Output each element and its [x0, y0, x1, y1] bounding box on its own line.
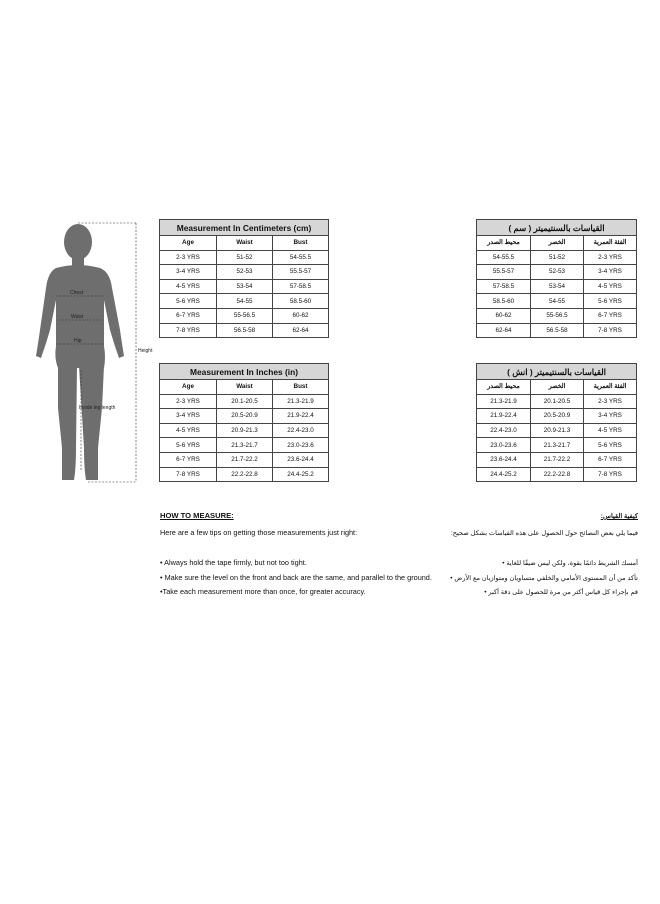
cell: 56.5-58 [217, 323, 273, 338]
cell: 60-62 [477, 308, 531, 323]
table-row [160, 467, 329, 482]
cell: 6-7 YRS [160, 308, 217, 323]
cell: 55-56.5 [531, 308, 584, 323]
inside-leg-label: Inside leg length [79, 405, 116, 411]
table-row [477, 409, 637, 424]
howto-ar-tip-3: قم بإجراء كل قياس أكثر من مرة للحصول على دقة أكبر • [484, 589, 638, 596]
cell: 2-3 YRS [584, 250, 637, 265]
cell: 21.3-21.7 [531, 438, 584, 453]
cell: 24.4-25.2 [273, 467, 329, 482]
cell: 5-6 YRS [584, 438, 637, 453]
cell: 21.7-22.2 [531, 452, 584, 467]
table-row [160, 423, 329, 438]
howto-ar-intro: فيما يلي بعض النصائح حول الحصول على هذه القياسات بشكل صحيح: [450, 530, 638, 537]
cell: 54-55.5 [477, 250, 531, 265]
table-row [160, 279, 329, 294]
howto-heading: HOW TO MEASURE: [160, 511, 234, 520]
cell: 22.2-22.8 [217, 467, 273, 482]
ar-in-header-waist: الخصر [531, 380, 584, 395]
table-row [477, 294, 637, 309]
cell: 58.5-60 [477, 294, 531, 309]
table-row [477, 467, 637, 482]
cm-size-table [159, 219, 329, 338]
table-row [477, 323, 637, 338]
cell: 5-6 YRS [160, 438, 217, 453]
cell: 55.5-57 [273, 265, 329, 280]
howto-ar-tip-1: أمسك الشريط دائمًا بقوة، ولكن ليس ضيقًا للغاية • [502, 560, 638, 567]
in-header-bust: Bust [273, 380, 329, 395]
inches-size-table [159, 363, 329, 482]
table-row [477, 438, 637, 453]
cell: 7-8 YRS [584, 323, 637, 338]
cell: 2-3 YRS [160, 394, 217, 409]
howto-ar-heading: كيفية القياس: [600, 513, 638, 520]
cell: 20.1-20.5 [217, 394, 273, 409]
cell: 5-6 YRS [584, 294, 637, 309]
cell: 54-55 [217, 294, 273, 309]
ar-cm-header-age: الفئة العمرية [584, 236, 637, 251]
cell: 22.4-23.0 [273, 423, 329, 438]
cm-header-bust: Bust [273, 236, 329, 251]
in-header-waist: Waist [217, 380, 273, 395]
cell: 3-4 YRS [584, 409, 637, 424]
cell: 2-3 YRS [160, 250, 217, 265]
in-table-title: Measurement In Inches (in) [160, 364, 329, 380]
table-row [160, 409, 329, 424]
cell: 21.9-22.4 [273, 409, 329, 424]
cell: 4-5 YRS [160, 423, 217, 438]
cell: 3-4 YRS [160, 265, 217, 280]
cell: 6-7 YRS [160, 452, 217, 467]
height-label: Height [138, 348, 153, 354]
table-row [160, 452, 329, 467]
cell: 62-64 [273, 323, 329, 338]
cell: 58.5-60 [273, 294, 329, 309]
cell: 4-5 YRS [584, 279, 637, 294]
cell: 21.7-22.2 [217, 452, 273, 467]
cell: 7-8 YRS [160, 323, 217, 338]
ar-in-header-age: الفئة العمرية [584, 380, 637, 395]
chest-label: Chest [70, 290, 84, 296]
cm-header-waist: Waist [217, 236, 273, 251]
cell: 21.3-21.9 [273, 394, 329, 409]
table-row [477, 452, 637, 467]
cell: 6-7 YRS [584, 452, 637, 467]
howto-intro: Here are a few tips on getting those measurements just right: [160, 528, 358, 537]
cell: 24.4-25.2 [477, 467, 531, 482]
table-row [160, 294, 329, 309]
cell: 5-6 YRS [160, 294, 217, 309]
cell: 23.0-23.6 [273, 438, 329, 453]
cell: 20.9-21.3 [217, 423, 273, 438]
table-row [160, 265, 329, 280]
cell: 23.0-23.6 [477, 438, 531, 453]
cell: 56.5-58 [531, 323, 584, 338]
cell: 20.9-21.3 [531, 423, 584, 438]
cell: 55-56.5 [217, 308, 273, 323]
table-row [477, 394, 637, 409]
cell: 7-8 YRS [160, 467, 217, 482]
table-row [477, 423, 637, 438]
cell: 2-3 YRS [584, 394, 637, 409]
cell: 60-62 [273, 308, 329, 323]
child-silhouette-icon [18, 218, 158, 490]
table-row [160, 394, 329, 409]
table-row [160, 323, 329, 338]
arabic-inches-size-table [476, 363, 637, 482]
ar-in-table-title: القياسات بالسنتيميتر ( انش ) [477, 364, 637, 380]
cell: 52-53 [217, 265, 273, 280]
cell: 3-4 YRS [584, 265, 637, 280]
cell: 51-52 [531, 250, 584, 265]
ar-cm-header-bust: محيط الصدر [477, 236, 531, 251]
cell: 54-55.5 [273, 250, 329, 265]
cell: 4-5 YRS [584, 423, 637, 438]
body-measurement-figure [18, 218, 158, 490]
cell: 23.6-24.4 [273, 452, 329, 467]
cell: 4-5 YRS [160, 279, 217, 294]
cell: 55.5-57 [477, 265, 531, 280]
cell: 53-54 [531, 279, 584, 294]
table-row [477, 279, 637, 294]
table-row [160, 308, 329, 323]
ar-cm-table-title: القياسات بالسنتيميتر ( سم ) [477, 220, 637, 236]
table-row [160, 438, 329, 453]
waist-label: Waist [71, 314, 84, 320]
table-row [477, 265, 637, 280]
cell: 20.5-20.9 [217, 409, 273, 424]
cell: 53-54 [217, 279, 273, 294]
cell: 23.6-24.4 [477, 452, 531, 467]
arabic-cm-size-table [476, 219, 637, 338]
cell: 62-64 [477, 323, 531, 338]
cell: 20.5-20.9 [531, 409, 584, 424]
howto-tip-1: • Always hold the tape firmly, but not too tight. [160, 558, 307, 567]
cell: 22.4-23.0 [477, 423, 531, 438]
howto-ar-tip-2: تأكد من أن المستوى الأمامي والخلفي متساويان ومتوازيان مع الأرض • [450, 575, 638, 582]
cm-table-title: Measurement In Centimeters (cm) [160, 220, 329, 236]
howto-tip-3: •Take each measurement more than once, for greater accuracy. [160, 587, 366, 596]
cell: 20.1-20.5 [531, 394, 584, 409]
cell: 21.9-22.4 [477, 409, 531, 424]
cell: 6-7 YRS [584, 308, 637, 323]
cell: 22.2-22.8 [531, 467, 584, 482]
cell: 51-52 [217, 250, 273, 265]
cell: 54-55 [531, 294, 584, 309]
hip-label: Hip [74, 338, 82, 344]
cell: 57-58.5 [273, 279, 329, 294]
cell: 21.3-21.9 [477, 394, 531, 409]
table-row [477, 250, 637, 265]
in-header-age: Age [160, 380, 217, 395]
table-row [160, 250, 329, 265]
cell: 3-4 YRS [160, 409, 217, 424]
ar-cm-header-waist: الخصر [531, 236, 584, 251]
cell: 21.3-21.7 [217, 438, 273, 453]
cell: 52-53 [531, 265, 584, 280]
cell: 57-58.5 [477, 279, 531, 294]
ar-in-header-bust: محيط الصدر [477, 380, 531, 395]
cell: 7-8 YRS [584, 467, 637, 482]
howto-tip-2: • Make sure the level on the front and back are the same, and parallel to the ground. [160, 573, 432, 582]
cm-header-age: Age [160, 236, 217, 251]
table-row [477, 308, 637, 323]
